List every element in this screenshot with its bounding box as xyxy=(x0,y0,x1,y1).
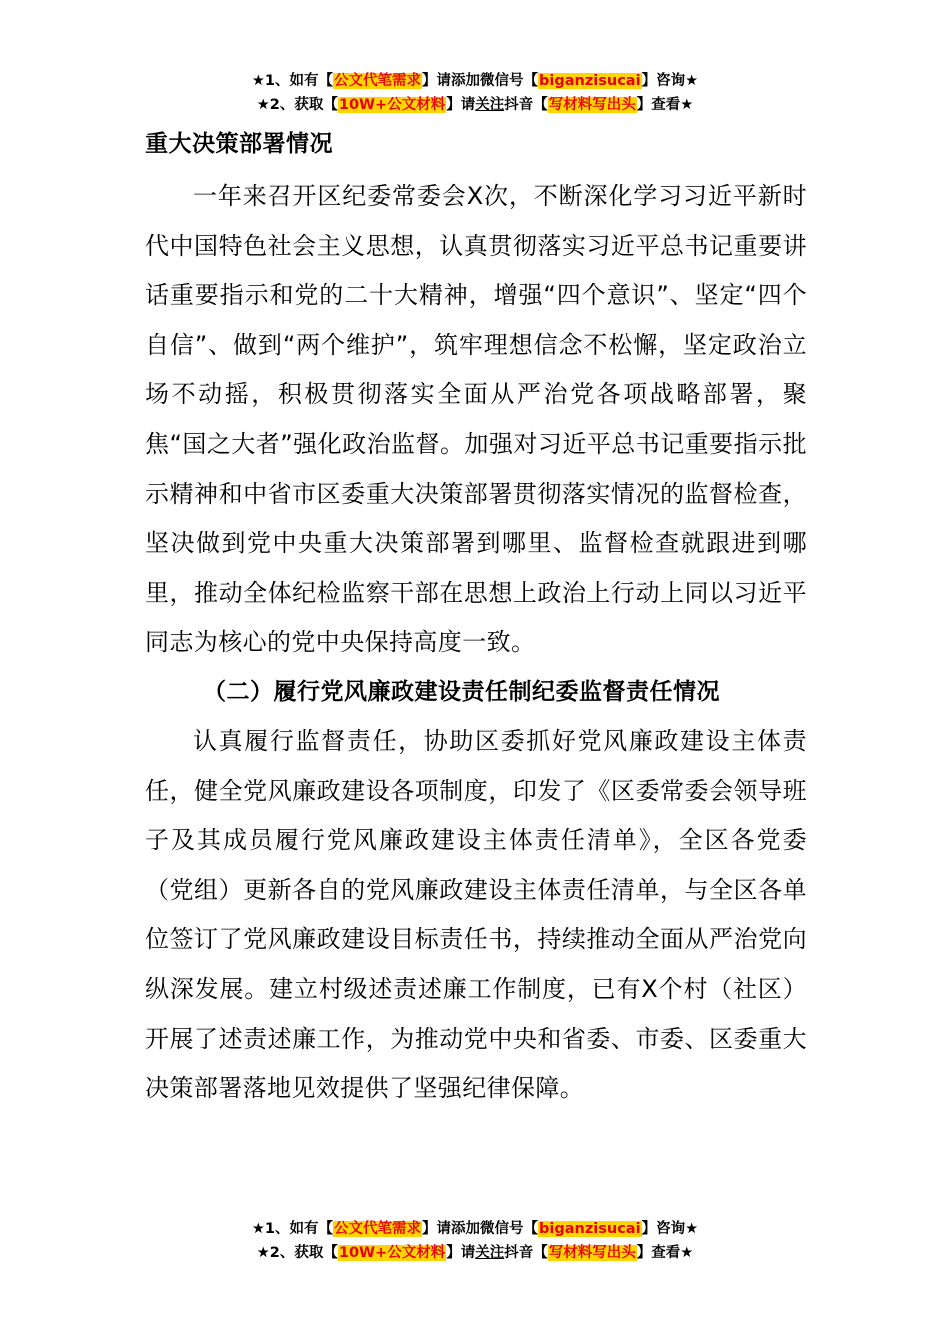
banner-underlined-text: 关注 xyxy=(475,97,505,113)
subsection-title-2: （二）履行党风廉政建设责任制纪委监督责任情况 xyxy=(203,678,720,705)
banner-text: ★1、如有【 xyxy=(251,1221,334,1237)
banner-text: ★2、获取【 xyxy=(256,97,338,113)
banner-text: 抖音【 xyxy=(504,1245,548,1261)
banner-highlight-douyin: 写材料写出头 xyxy=(548,1245,636,1261)
banner-text: 】请 xyxy=(446,1245,476,1261)
banner-text: 】请添加微信号【 xyxy=(422,1221,539,1237)
paragraph-2: 认真履行监督责任，协助区委抓好党风廉政建设主体责任，健全党风廉政建设各项制度，印发了《区委常委会领导班子及其成员履行党风廉政建设主体责任清单》，全区各党委（党组）更新各自的党风廉政建设主体责任清单，与全区各单位签订了党风廉政建设目标责任书，持续推动全面从严治党向纵深发展。建立村级述责述廉工作制度，已有X个村（社区）开展了述责述廉工作，为推动党中央和省委、市委、区委重大决策部署落地见效提供了坚强纪律保障。 xyxy=(145,726,807,1103)
banner-highlight-wechat-id: biganzisucai xyxy=(539,1221,641,1237)
section-title: 重大决策部署情况 xyxy=(145,131,333,157)
banner-text: ★2、获取【 xyxy=(256,1245,338,1261)
banner-text: 】咨询★ xyxy=(641,73,699,89)
banner-highlight-douyin: 写材料写出头 xyxy=(548,97,636,113)
paragraph-1: 一年来召开区纪委常委会X次，不断深化学习习近平新时代中国特色社会主义思想，认真贯彻落实习近平总书记重要讲话重要指示和党的二十大精神，增强“四个意识”、坚定“四个自信”、做到“两个维护”，筑牢理想信念不松懈，坚定政治立场不动摇，积极贯彻落实全面从严治党各项战略部署，聚焦“国之大者”强化政治监督。加强对习近平总书记重要指示批示精神和中省市区委重大决策部署贯彻落实情况的监督检查，坚决做到党中央重大决策部署到哪里、监督检查就跟进到哪里，推动全体纪检监察干部在思想上政治上行动上同以习近平同志为核心的党中央保持高度一致。 xyxy=(145,182,807,657)
banner-text: ★1、如有【 xyxy=(251,73,334,89)
banner-highlight-wechat-id: biganzisucai xyxy=(539,73,641,89)
document-body xyxy=(145,124,807,1114)
banner-line-1 xyxy=(0,69,950,93)
banner-line-1 xyxy=(0,1217,950,1241)
banner-line-2 xyxy=(0,93,950,117)
banner-text: 】查看★ xyxy=(636,1245,694,1261)
banner-highlight-service: 公文代笔需求 xyxy=(334,1221,422,1237)
banner-text: 】请添加微信号【 xyxy=(422,73,539,89)
banner-text: 】查看★ xyxy=(636,97,694,113)
banner-text: 】请 xyxy=(446,97,476,113)
header-banner xyxy=(0,69,950,117)
banner-highlight-service: 公文代笔需求 xyxy=(334,73,422,89)
banner-line-2 xyxy=(0,1241,950,1265)
banner-underlined-text: 关注 xyxy=(475,1245,505,1261)
banner-highlight-materials: 10W+公文材料 xyxy=(338,97,446,113)
banner-text: 抖音【 xyxy=(504,97,548,113)
banner-highlight-materials: 10W+公文材料 xyxy=(338,1245,446,1261)
banner-text: 】咨询★ xyxy=(641,1221,699,1237)
footer-banner xyxy=(0,1217,950,1265)
